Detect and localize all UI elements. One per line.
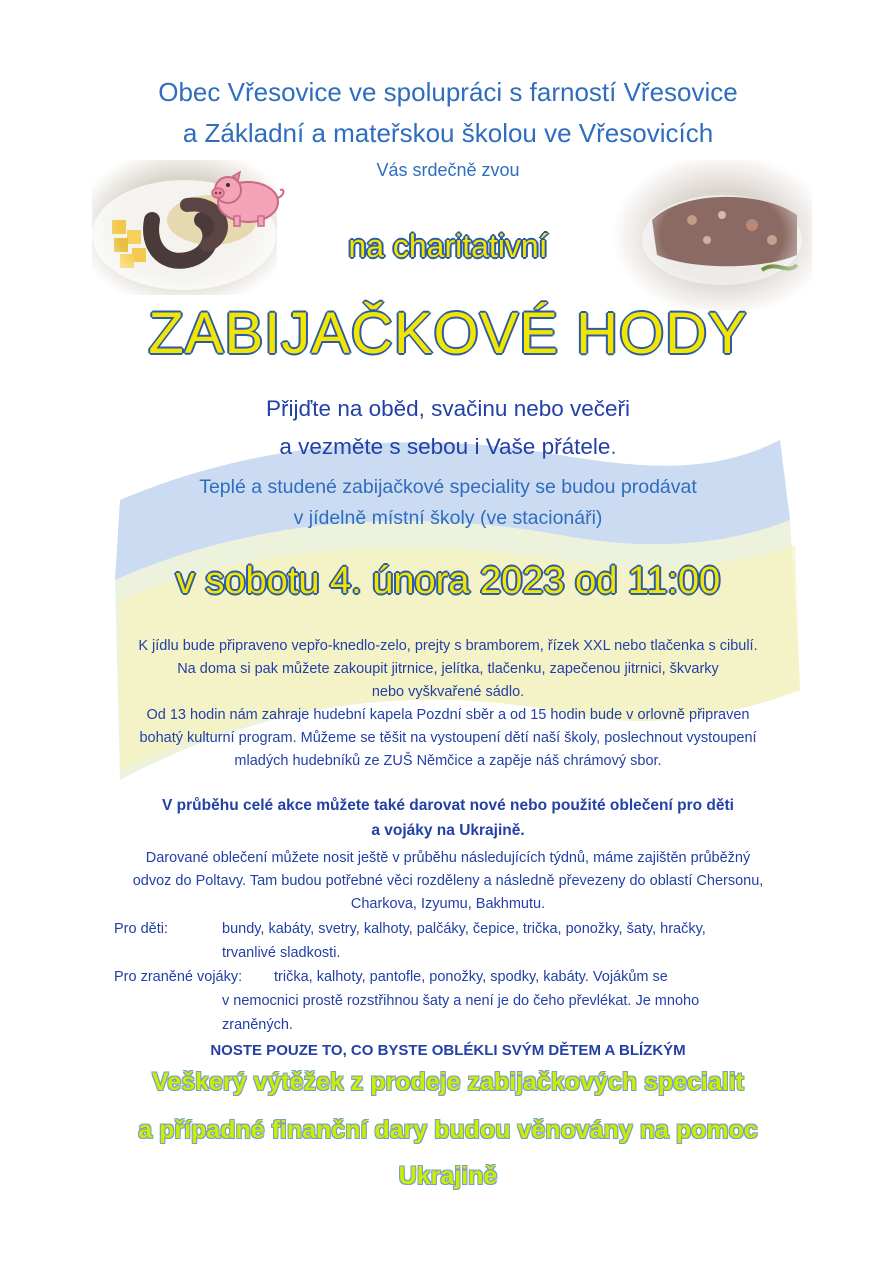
program-line: nebo vyškvařené sádlo.	[371, 684, 525, 700]
intro-line-2	[0, 434, 896, 460]
kids-items-1: bundy, kabáty, svetry, kalhoty, palčáky, čepice, trička, ponožky, šaty, hračky,	[222, 921, 706, 937]
main-title: ZABIJAČKOVÉ HODY	[148, 301, 748, 366]
donation-text	[0, 847, 896, 916]
subtitle: na charitativní	[348, 228, 548, 264]
intro-line-2-end: .	[610, 434, 617, 459]
program-line: bohatý kulturní program. Můžeme se těšit na vystoupení dětí naší školy, poslechnout vystoupení	[139, 730, 757, 746]
program-line: K jídlu bude připraveno vepřo-knedlo-zelo, prejty s bramborem, řízek XXL nebo tlačenka s cibulí.	[138, 638, 758, 654]
donation-text-line: Charkova, Izyumu, Bakhmutu.	[350, 896, 546, 912]
donation-heading-line-2: a vojáky na Ukrajině.	[371, 822, 525, 839]
header-line-1: Obec Vřesovice ve spolupráci s farností Vřesovice	[158, 77, 738, 107]
kids-label: Pro děti:	[114, 921, 168, 937]
program-text	[0, 635, 896, 773]
closing-line-2: a případné finanční dary budou věnovány na pomoc	[138, 1116, 758, 1144]
intro-line-2-text: a vezměte s sebou i Vaše přátele	[279, 434, 611, 459]
donation-heading	[0, 793, 896, 843]
soldiers-items-3: zraněných.	[222, 1017, 293, 1033]
intro-line-1: Přijďte na oběd, svačinu nebo večeři	[265, 396, 631, 421]
closing-line-1: Veškerý výtěžek z prodeje zabijačkových specialit	[152, 1068, 744, 1096]
program-line: Od 13 hodin nám zahraje hudební kapela Pozdní sběr a od 15 hodin bude v orlovně připraven	[146, 707, 750, 723]
intro-line-4: v jídelně místní školy (ve stacionáři)	[293, 507, 603, 529]
closing-line-3: Ukrajině	[398, 1162, 498, 1190]
soldiers-items-1: trička, kalhoty, pantofle, ponožky, spodky, kabáty. Vojákům se	[274, 969, 668, 985]
soldiers-items-2: v nemocnici prostě rozstřihnou šaty a není je do čeho převlékat. Je mnoho	[222, 993, 700, 1009]
donation-note: NOSTE POUZE TO, CO BYSTE OBLÉKLI SVÝM DĚTEM A BLÍZKÝM	[210, 1042, 686, 1059]
header-invite: Vás srdečně zvou	[376, 160, 520, 180]
program-line: Na doma si pak můžete zakoupit jitrnice, jelítka, tlačenku, zapečenou jitrnici, škvarky	[177, 661, 719, 677]
pig-icon	[208, 168, 288, 230]
soldiers-label: Pro zraněné vojáky:	[114, 969, 243, 985]
donation-heading-line-1: V průběhu celé akce můžete také darovat nové nebo použité oblečení pro děti	[162, 797, 734, 814]
intro-line-3: Teplé a studené zabijačkové speciality se budou prodávat	[199, 476, 697, 498]
header-line-2: a Základní a mateřskou školou ve Vřesovicích	[182, 118, 714, 148]
program-line: mladých hudebníků ze ZUŠ Němčice a zapěje náš chrámový sbor.	[234, 753, 662, 769]
kids-items-2: trvanlivé sladkosti.	[222, 945, 341, 961]
donation-text-line: Darované oblečení můžete nosit ještě v průběhu následujících týdnů, máme zajištěn průběžný	[145, 850, 751, 866]
donation-text-line: odvoz do Poltavy. Tam budou potřebné věci rozděleny a následně převezeny do oblastí Chersonu,	[132, 873, 764, 889]
event-date: v sobotu 4. února 2023 od 11:00	[175, 560, 721, 602]
